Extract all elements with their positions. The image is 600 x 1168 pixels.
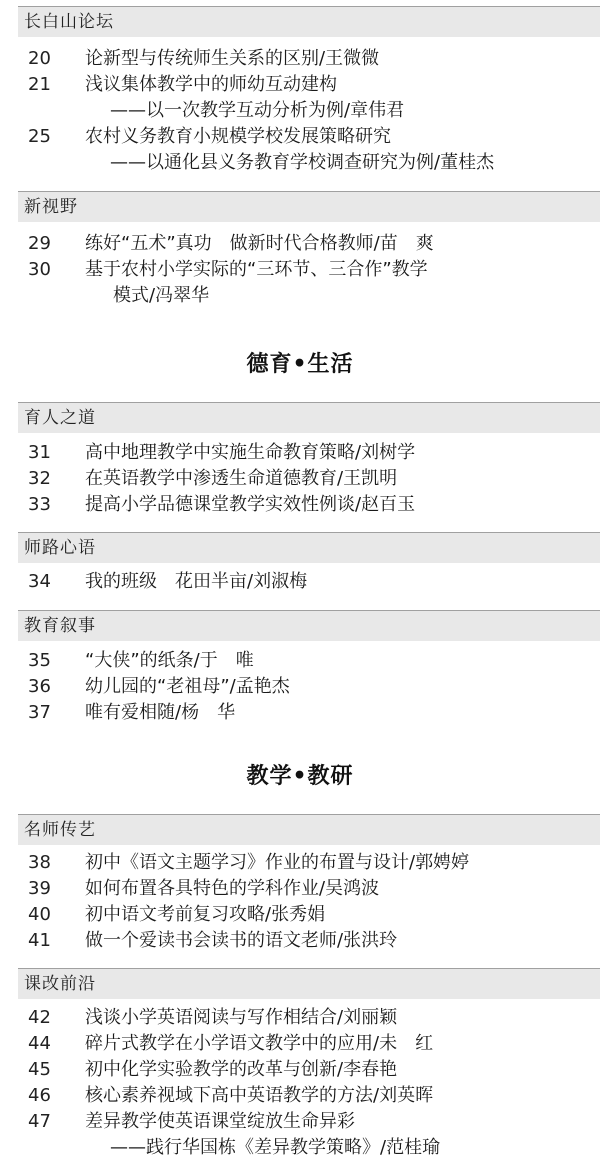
page-number: 37 bbox=[28, 702, 51, 723]
page-number: 38 bbox=[28, 852, 51, 873]
page-number: 47 bbox=[28, 1111, 51, 1132]
article-title: 高中地理教学中实施生命教育策略/刘树学 bbox=[85, 442, 416, 463]
article-title: 浅谈小学英语阅读与写作相结合/刘丽颖 bbox=[85, 1007, 398, 1028]
part-heading-jiaoxue: 教学•教研 bbox=[246, 763, 354, 789]
section-heading-yurenzhidao: 育人之道 bbox=[18, 402, 600, 433]
part-heading-deyu: 德育•生活 bbox=[246, 351, 354, 377]
article-title: 核心素养视域下高中英语教学的方法/刘英晖 bbox=[85, 1085, 434, 1106]
article-title: “大侠”的纸条/于 唯 bbox=[85, 650, 254, 671]
section-heading-mingshichuanyi: 名师传艺 bbox=[18, 814, 600, 845]
page-number: 25 bbox=[28, 126, 51, 147]
article-title: 在英语教学中渗透生命道德教育/王凯明 bbox=[85, 468, 398, 489]
article-title: 幼儿园的“老祖母”/孟艳杰 bbox=[85, 676, 290, 697]
page-number: 36 bbox=[28, 676, 51, 697]
article-title: 碎片式教学在小学语文教学中的应用/未 红 bbox=[85, 1033, 434, 1054]
page-number: 41 bbox=[28, 930, 51, 951]
section-heading-changbaishan: 长白山论坛 bbox=[18, 6, 600, 37]
article-title: 如何布置各具特色的学科作业/吴鸿波 bbox=[85, 878, 380, 899]
article-title: 初中化学实验教学的改革与创新/李春艳 bbox=[85, 1059, 398, 1080]
article-title-continuation: 模式/冯翠华 bbox=[113, 285, 210, 306]
article-title: 我的班级 花田半亩/刘淑梅 bbox=[85, 571, 308, 592]
section-heading-xinshiye: 新视野 bbox=[18, 191, 600, 222]
page-number: 45 bbox=[28, 1059, 51, 1080]
section-heading-kegaiqianyan: 课改前沿 bbox=[18, 968, 600, 999]
page-number: 32 bbox=[28, 468, 51, 489]
page-number: 21 bbox=[28, 74, 51, 95]
page-number: 39 bbox=[28, 878, 51, 899]
page-number: 20 bbox=[28, 48, 51, 69]
article-title: 唯有爱相随/杨 华 bbox=[85, 702, 236, 723]
article-title: 初中语文考前复习攻略/张秀娟 bbox=[85, 904, 326, 925]
article-title: 做一个爱读书会读书的语文老师/张洪玲 bbox=[85, 930, 398, 951]
article-title: 农村义务教育小规模学校发展策略研究 bbox=[85, 126, 391, 147]
page-number: 33 bbox=[28, 494, 51, 515]
article-title: 基于农村小学实际的“三环节、三合作”教学 bbox=[85, 259, 428, 280]
section-heading-jiaoyuxushi: 教育叙事 bbox=[18, 610, 600, 641]
article-subtitle: ——以一次教学互动分析为例/章伟君 bbox=[110, 100, 405, 121]
article-title: 论新型与传统师生关系的区别/王微微 bbox=[85, 48, 380, 69]
page-number: 44 bbox=[28, 1033, 51, 1054]
article-title: 提高小学品德课堂教学实效性例谈/赵百玉 bbox=[85, 494, 416, 515]
article-title: 练好“五术”真功 做新时代合格教师/苗 爽 bbox=[85, 233, 434, 254]
page-number: 34 bbox=[28, 571, 51, 592]
section-heading-shiluxinyu: 师路心语 bbox=[18, 532, 600, 563]
page-number: 40 bbox=[28, 904, 51, 925]
article-subtitle: ——以通化县义务教育学校调查研究为例/董桂杰 bbox=[110, 152, 495, 173]
page-number: 31 bbox=[28, 442, 51, 463]
page-number: 46 bbox=[28, 1085, 51, 1106]
article-title: 差异教学使英语课堂绽放生命异彩 bbox=[85, 1111, 355, 1132]
page-number: 30 bbox=[28, 259, 51, 280]
page-number: 42 bbox=[28, 1007, 51, 1028]
page-number: 29 bbox=[28, 233, 51, 254]
article-title: 浅议集体教学中的师幼互动建构 bbox=[85, 74, 337, 95]
article-title: 初中《语文主题学习》作业的布置与设计/郭娉婷 bbox=[85, 852, 470, 873]
page-number: 35 bbox=[28, 650, 51, 671]
article-subtitle: ——践行华国栋《差异教学策略》/范桂瑜 bbox=[110, 1137, 441, 1158]
